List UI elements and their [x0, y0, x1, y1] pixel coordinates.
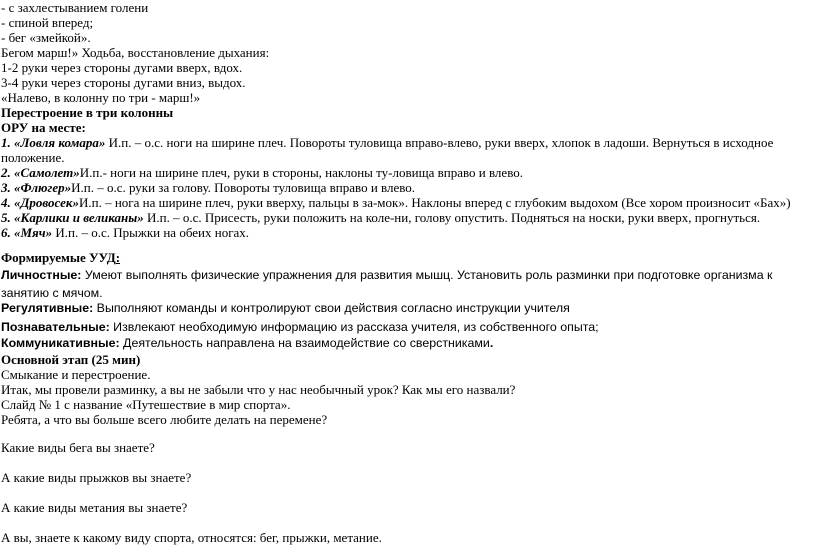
exercise-number: 3.	[1, 180, 11, 195]
exercise-text: И.п. – о.с. ноги на ширине плеч. Повороты туловища вправо-влево, руки вверх, хлопок в ладоши. Вернуться в исходное положение.	[1, 135, 774, 166]
exercise-text: И.п. – о.с. руки за голову. Повороты туловища вправо и влево.	[71, 180, 416, 195]
uud-heading: Формируемые УУД:	[1, 250, 121, 265]
question-line: Какие виды бега вы знаете?	[1, 440, 155, 455]
exercise-name: «Мяч»	[14, 225, 53, 240]
exercise-text: И.п. – о.с. Прыжки на обеих ногах.	[52, 225, 250, 240]
uud-cognitive	[1, 320, 599, 335]
exercise-name: «Ловля комара»	[14, 135, 106, 150]
exercise-name: «Флюгер»	[14, 180, 72, 195]
exercise-name: «Карлики и великаны»	[14, 210, 144, 225]
exercise-number: 5.	[1, 210, 11, 225]
main-stage-heading: Основной этап (25 мин)	[1, 352, 141, 367]
exercise-name: «Самолет»	[14, 165, 80, 180]
uud-regulatory-label: Регулятивные:	[1, 301, 94, 315]
uud-regulatory	[1, 301, 570, 316]
uud-regulatory-text: Выполняют команды и контролируют свои действия согласно инструкции учителя	[93, 301, 570, 315]
question-line: А какие виды прыжков вы знаете?	[1, 470, 192, 485]
uud-personal-label: Личностные:	[1, 268, 82, 282]
warmup-line: - с захлестыванием голени	[1, 0, 149, 15]
warmup-line: - спиной вперед;	[1, 15, 94, 30]
warmup-line: 3-4 руки через стороны дугами вниз, выдох.	[1, 75, 246, 90]
exercise-number: 6.	[1, 225, 11, 240]
warmup-line: - бег «змейкой».	[1, 30, 91, 45]
main-stage-line: Слайд № 1 с название «Путешествие в мир спорта».	[1, 397, 291, 412]
question-line: А вы, знаете к какому виду спорта, относятся: бег, прыжки, метание.	[1, 530, 382, 545]
main-stage-line: Смыкание и перестроение.	[1, 367, 151, 382]
oru-heading: ОРУ на месте:	[1, 120, 86, 135]
question-line: А какие виды метания вы знаете?	[1, 500, 188, 515]
main-stage-line: Итак, мы провели разминку, а вы не забыли что у нас необычный урок? Как мы его назвали?	[1, 382, 516, 397]
uud-communicative-text: Деятельность направлена на взаимодействие со сверстниками	[119, 336, 490, 350]
warmup-line: «Налево, в колонну по три - марш!»	[1, 90, 201, 105]
uud-communicative-label: Коммуникативные:	[1, 336, 120, 350]
uud-cognitive-label: Познавательные:	[1, 320, 110, 334]
rebuild-heading: Перестроение в три колонны	[1, 105, 174, 120]
exercise-number: 1.	[1, 135, 11, 150]
exercise-item	[1, 225, 249, 240]
exercise-number: 2.	[1, 165, 11, 180]
main-stage-line: Ребята, а что вы больше всего любите делать на перемене?	[1, 412, 328, 427]
exercise-item	[1, 180, 415, 195]
exercise-item	[1, 135, 811, 165]
uud-cognitive-text: Извлекают необходимую информацию из рассказа учителя, из собственного опыта;	[109, 320, 599, 334]
exercise-item	[1, 210, 760, 225]
exercise-text: И.п.- ноги на ширине плеч, руки в стороны, наклоны ту-ловища вправо и влево.	[79, 165, 523, 180]
warmup-line: Бегом марш!» Ходьба, восстановление дыхания:	[1, 45, 270, 60]
exercise-text: И.п. – о.с. Присесть, руки положить на коле-ни, голову опустить. Подняться на носки, руки вверх, прогнуться.	[143, 210, 761, 225]
exercise-name: «Дровосек»	[14, 195, 79, 210]
warmup-line: 1-2 руки через стороны дугами вверх, вдох.	[1, 60, 243, 75]
uud-personal	[1, 266, 811, 302]
exercise-item	[1, 195, 791, 210]
exercise-text: И.п. – нога на ширине плеч, руки вверху, пальцы в за-мок». Наклоны вперед с глубоким выдохом (Все хором произносит «Бах»)	[78, 195, 791, 210]
exercise-item	[1, 165, 523, 180]
uud-personal-text: Умеют выполнять физические упражнения для развития мышц. Установить роль разминки при подготовке организма к занятию с мячом.	[1, 268, 773, 300]
uud-communicative: Коммуникативные: Деятельность направлена на взаимодействие со сверстниками.	[1, 336, 494, 350]
exercise-number: 4.	[1, 195, 11, 210]
